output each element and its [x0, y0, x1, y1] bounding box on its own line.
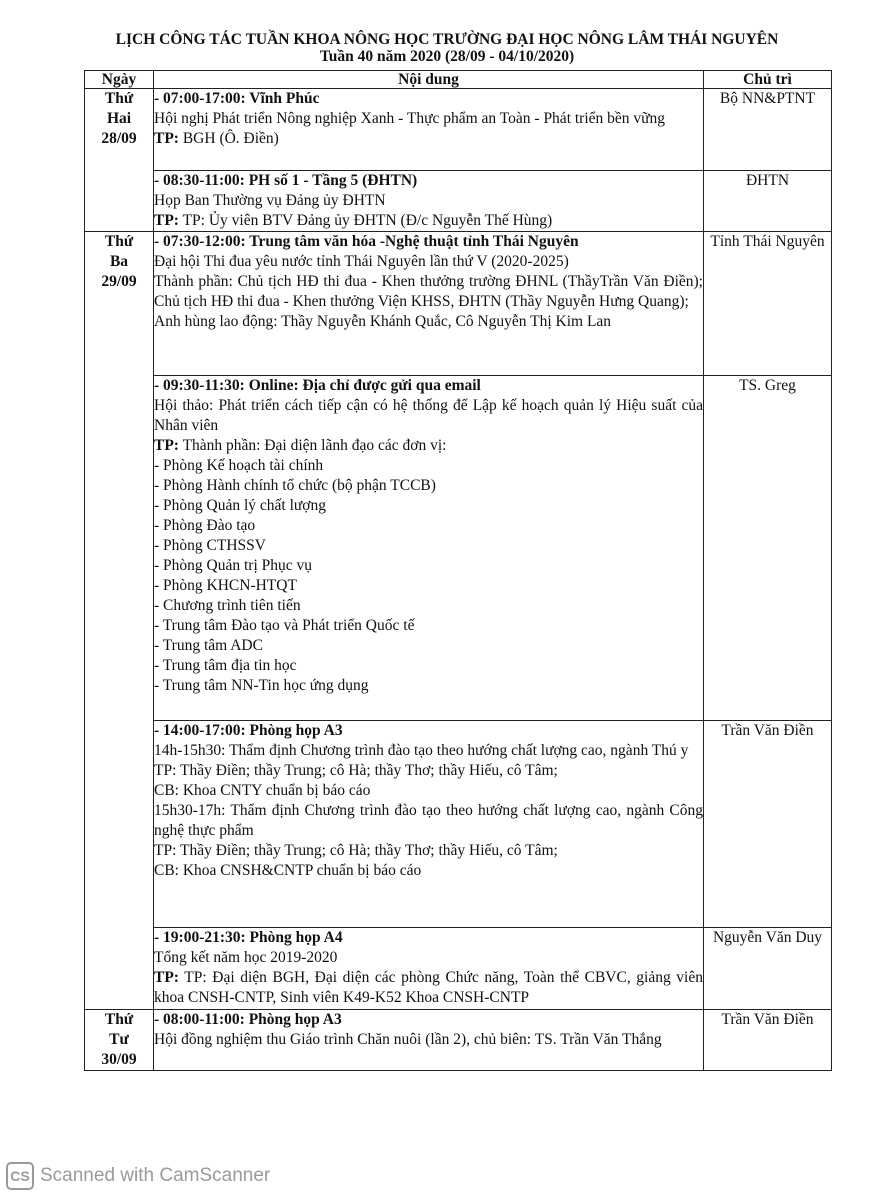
- event-line: Hội thảo: Phát triển cách tiếp cận có hệ thống để Lập kế hoạch quản lý Hiệu suất của Nhân viên: [154, 397, 703, 434]
- camscanner-watermark: [6, 1162, 270, 1190]
- event-time-location: - 08:00-11:00: Phòng họp A3: [154, 1011, 342, 1028]
- header-host: Chủ trì: [704, 71, 832, 89]
- event-host: Trần Văn Điền: [704, 721, 832, 928]
- event-participants: TP: TP: Đại diện BGH, Đại diện các phòng Chức năng, Toàn thể CBVC, giảng viên khoa CNSH-CNTP, Sinh viên K49-K52 Khoa CNSH-CNTP: [154, 969, 703, 1006]
- watermark-text: Scanned with CamScanner: [40, 1165, 271, 1186]
- event-line: Hội đồng nghiệm thu Giáo trình Chăn nuôi (lần 2), chủ biên: TS. Trần Văn Thắng: [154, 1031, 662, 1048]
- event-line: TP: Thầy Điền; thầy Trung; cô Hà; thầy Thơ; thầy Hiếu, cô Tâm;: [154, 762, 558, 779]
- event-time-location: - 14:00-17:00: Phòng họp A3: [154, 722, 343, 739]
- event-content: [154, 89, 704, 171]
- event-content: [154, 928, 704, 1010]
- list-item: - Phòng Quản trị Phục vụ: [154, 557, 313, 574]
- event-content: [154, 171, 704, 232]
- event-time-location: - 07:00-17:00: Vĩnh Phúc: [154, 90, 320, 107]
- list-item: - Phòng Kế hoạch tài chính: [154, 457, 324, 474]
- list-item: - Trung tâm NN-Tin học ứng dụng: [154, 677, 369, 694]
- event-content: [154, 232, 704, 376]
- event-line: 14h-15h30: Thẩm định Chương trình đào tạo theo hướng chất lượng cao, ngành Thú y: [154, 742, 689, 759]
- event-host: TS. Greg: [704, 376, 832, 721]
- day-cell-tuesday: Thứ Ba 29/09: [85, 232, 154, 1010]
- event-content: [154, 721, 704, 928]
- title-line-1: LỊCH CÔNG TÁC TUẦN KHOA NÔNG HỌC TRƯỜNG ĐẠI HỌC NÔNG LÂM THÁI NGUYÊN: [115, 31, 779, 48]
- event-participants: TP: TP: Ủy viên BTV Đảng ủy ĐHTN (Đ/c Nguyễn Thế Hùng): [154, 212, 553, 229]
- event-content: [154, 376, 704, 721]
- list-item: - Trung tâm địa tin học: [154, 657, 297, 674]
- list-item: - Phòng KHCN-HTQT: [154, 577, 297, 594]
- table-header-row: [85, 71, 832, 89]
- day-cell-monday: Thứ Hai 28/09: [85, 89, 154, 232]
- table-row: [85, 171, 832, 232]
- event-line: Tổng kết năm học 2019-2020: [154, 949, 338, 966]
- event-line: Đại hội Thi đua yêu nước tỉnh Thái Nguyên lần thứ V (2020-2025): [154, 253, 569, 270]
- schedule-table: [84, 70, 832, 1071]
- table-row: [85, 721, 832, 928]
- header-content: Nội dung: [154, 71, 704, 89]
- event-participants: TP: BGH (Ô. Điền): [154, 130, 279, 147]
- event-participants: TP: Thành phần: Đại diện lãnh đạo các đơn vị:: [154, 437, 447, 454]
- event-line: CB: Khoa CNTY chuẩn bị báo cáo: [154, 782, 371, 799]
- list-item: - Phòng CTHSSV: [154, 537, 266, 554]
- event-host: ĐHTN: [704, 171, 832, 232]
- camscanner-logo-icon: CS: [6, 1162, 34, 1190]
- table-row: [85, 928, 832, 1010]
- table-row: [85, 89, 832, 171]
- event-content: [154, 1010, 704, 1071]
- list-item: - Phòng Quản lý chất lượng: [154, 497, 327, 514]
- list-item: - Phòng Hành chính tổ chức (bộ phận TCCB): [154, 477, 436, 494]
- event-host: Nguyễn Văn Duy: [704, 928, 832, 1010]
- list-item: - Trung tâm ADC: [154, 637, 263, 654]
- table-row: [85, 232, 832, 376]
- event-time-location: - 07:30-12:00: Trung tâm văn hóa -Nghệ thuật tỉnh Thái Nguyên: [154, 233, 579, 250]
- list-item: - Chương trình tiên tiến: [154, 597, 301, 614]
- event-line: CB: Khoa CNSH&CNTP chuẩn bị báo cáo: [154, 862, 422, 879]
- event-line: Thành phần: Chủ tịch HĐ thi đua - Khen thưởng trường ĐHNL (ThầyTrần Văn Điền); Chủ tịch HĐ thi đua - Khen thưởng Viện KHSS, ĐHTN (Thầy Nguyễn Hưng Quang);: [154, 273, 703, 310]
- list-item: - Phòng Đào tạo: [154, 517, 256, 534]
- document-title: [0, 31, 894, 65]
- event-line: 15h30-17h: Thẩm định Chương trình đào tạo theo hướng chất lượng cao, ngành Công nghệ thực phẩm: [154, 802, 703, 839]
- event-time-location: - 19:00-21:30: Phòng họp A4: [154, 929, 343, 946]
- table-row: [85, 376, 832, 721]
- event-line: TP: Thầy Điền; thầy Trung; cô Hà; thầy Thơ; thầy Hiếu, cô Tâm;: [154, 842, 558, 859]
- event-host: Tỉnh Thái Nguyên: [704, 232, 832, 376]
- day-cell-wednesday: Thứ Tư 30/09: [85, 1010, 154, 1071]
- table-row: [85, 1010, 832, 1071]
- event-line: Anh hùng lao động: Thầy Nguyễn Khánh Quắc, Cô Nguyễn Thị Kim Lan: [154, 313, 612, 330]
- event-time-location: - 08:30-11:00: PH số 1 - Tầng 5 (ĐHTN): [154, 172, 418, 189]
- list-item: - Trung tâm Đào tạo và Phát triển Quốc tế: [154, 617, 415, 634]
- event-line: Hội nghị Phát triển Nông nghiệp Xanh - Thực phẩm an Toàn - Phát triển bền vững: [154, 110, 666, 127]
- event-host: Bộ NN&PTNT: [704, 89, 832, 171]
- event-line: Họp Ban Thường vụ Đảng ủy ĐHTN: [154, 192, 386, 209]
- header-day: Ngày: [85, 71, 154, 89]
- event-time-location: - 09:30-11:30: Online: Địa chỉ được gửi qua email: [154, 377, 481, 394]
- event-host: Trần Văn Điền: [704, 1010, 832, 1071]
- title-line-2: Tuần 40 năm 2020 (28/09 - 04/10/2020): [319, 48, 575, 65]
